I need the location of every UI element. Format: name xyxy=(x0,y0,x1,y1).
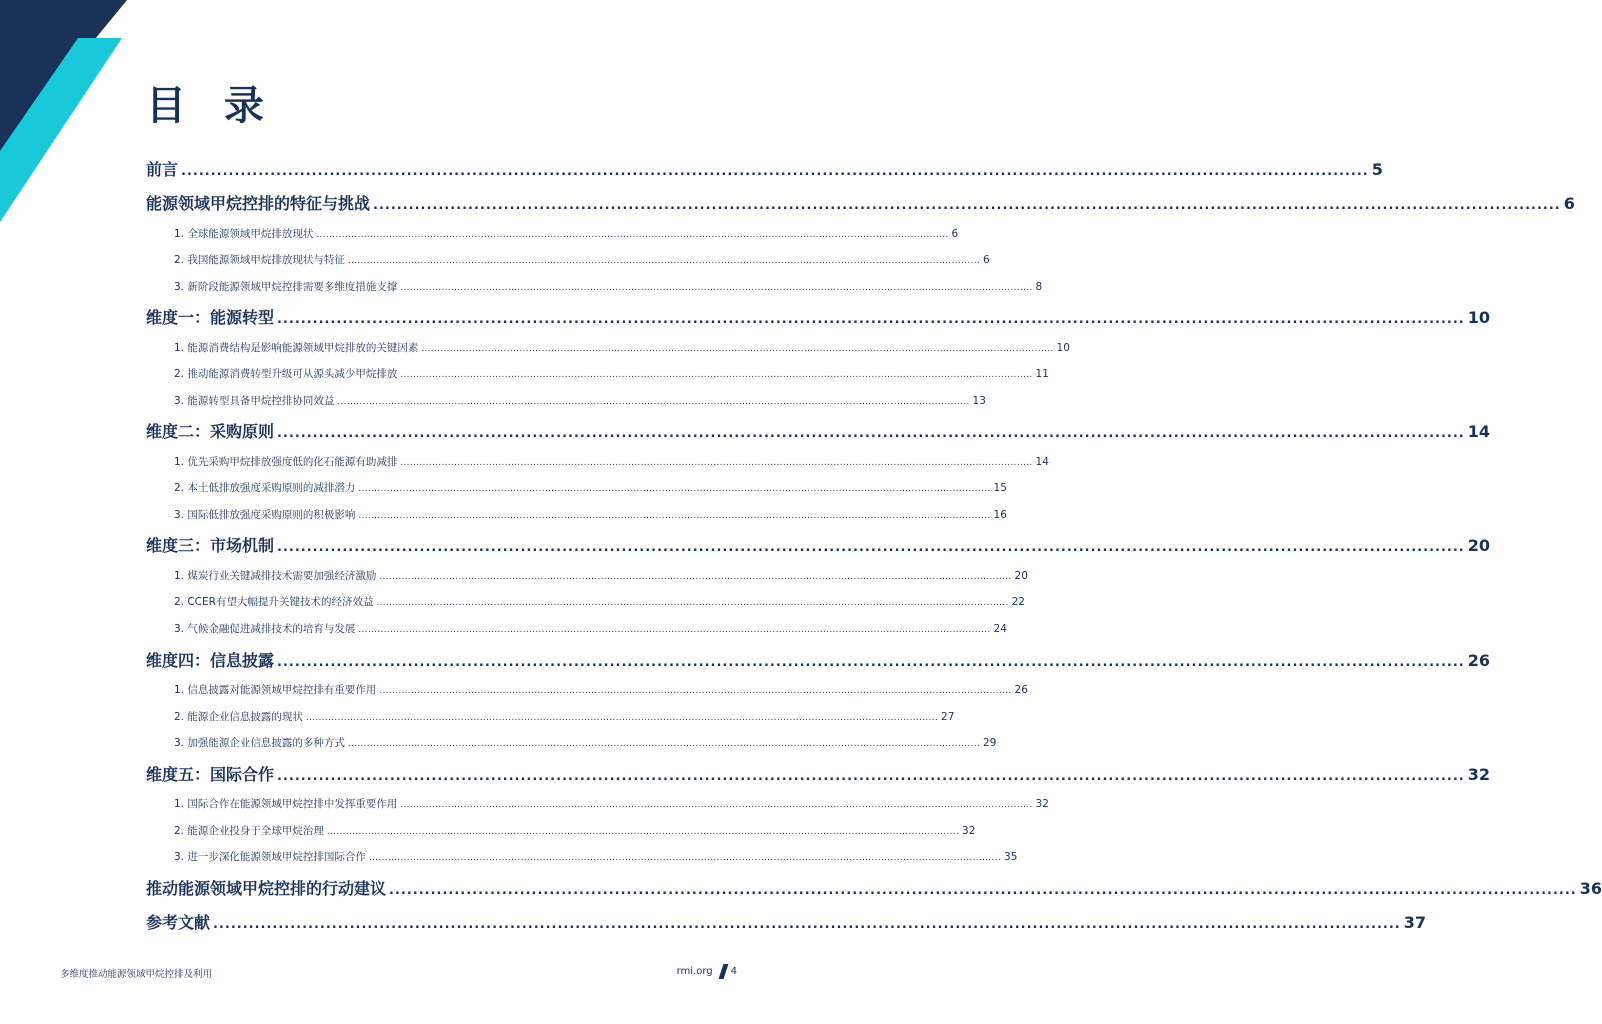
slash-divider xyxy=(718,964,728,979)
dot-leader: ........................................................................................................................................................................................................ xyxy=(277,540,1465,556)
toc-subsection-entry[interactable] xyxy=(146,268,1043,295)
toc-page-number: 29 xyxy=(983,737,997,750)
toc-section-entry[interactable] xyxy=(146,870,1602,900)
toc-entry-label: 3. 能源转型具备甲烷控排协同效益 xyxy=(174,394,335,407)
toc-entry-label: 1. 信息披露对能源领域甲烷控排有重要作用 xyxy=(174,684,377,697)
corner-stripe-decoration xyxy=(0,0,130,240)
dot-leader: ........................................................................................................................................................................................................ xyxy=(400,800,1033,811)
toc-subsection-entry[interactable] xyxy=(146,496,1007,523)
toc-page-number: 15 xyxy=(993,482,1007,495)
toc-page-number: 14 xyxy=(1035,455,1049,468)
toc-entry-label: 1. 优先采购甲烷排放强度低的化石能源有助减排 xyxy=(174,455,398,468)
toc-page-number: 16 xyxy=(993,508,1007,521)
toc-subsection-entry[interactable] xyxy=(146,470,1007,497)
toc-entry-label: 2. CCER有望大幅提升关键技术的经济效益 xyxy=(174,596,374,609)
dot-leader: ........................................................................................................................................................................................................ xyxy=(277,312,1465,328)
toc-page-number: 10 xyxy=(1467,308,1490,328)
footer-page-info xyxy=(677,964,737,979)
dot-leader: ........................................................................................................................................................................................................ xyxy=(379,571,1012,582)
toc-page-number: 13 xyxy=(972,394,986,407)
toc-page-number: 20 xyxy=(1014,569,1028,582)
toc-entry-label: 维度二：采购原则 xyxy=(146,422,275,442)
dot-leader: ........................................................................................................................................................................................................ xyxy=(379,686,1012,697)
table-of-contents xyxy=(146,151,1602,934)
dot-leader: ........................................................................................................................................................................................................ xyxy=(213,917,1401,933)
toc-page-number: 10 xyxy=(1056,341,1070,354)
toc-page-number: 27 xyxy=(941,710,955,723)
toc-page-number: 8 xyxy=(1035,280,1043,293)
dot-leader: ........................................................................................................................................................................................................ xyxy=(277,426,1465,442)
toc-entry-label: 3. 国际低排放强度采购原则的积极影响 xyxy=(174,508,356,521)
toc-entry-label: 3. 新阶段能源领域甲烷控排需要多维度措施支撑 xyxy=(174,280,398,293)
dot-leader: ........................................................................................................................................................................................................ xyxy=(421,343,1054,354)
toc-entry-label: 维度四：信息披露 xyxy=(146,650,275,670)
toc-entry-label: 1. 煤炭行业关键减排技术需要加强经济激励 xyxy=(174,569,377,582)
toc-page-number: 36 xyxy=(1579,878,1602,898)
toc-subsection-entry[interactable] xyxy=(146,812,976,839)
toc-entry-label: 2. 我国能源领域甲烷排放现状与特征 xyxy=(174,254,345,267)
toc-subsection-entry[interactable] xyxy=(146,557,1028,584)
toc-subsection-entry[interactable] xyxy=(146,215,959,242)
toc-entry-label: 维度三：市场机制 xyxy=(146,536,275,556)
dot-leader: ........................................................................................................................................................................................................ xyxy=(316,229,949,240)
dot-leader: ........................................................................................................................................................................................................ xyxy=(347,739,981,750)
dot-leader: ........................................................................................................................................................................................................ xyxy=(358,484,991,495)
toc-subsection-entry[interactable] xyxy=(146,839,1018,866)
toc-subsection-entry[interactable] xyxy=(146,329,1070,356)
toc-entry-label: 2. 能源企业投身于全球甲烷治理 xyxy=(174,824,324,837)
toc-subsection-entry[interactable] xyxy=(146,356,1049,383)
toc-page-number: 14 xyxy=(1467,422,1490,442)
toc-subsection-entry[interactable] xyxy=(146,443,1049,470)
toc-entry-label: 2. 本土低排放强度采购原则的减排潜力 xyxy=(174,482,356,495)
toc-page-number: 24 xyxy=(993,622,1007,635)
toc-page-number: 32 xyxy=(962,824,976,837)
toc-subsection-entry[interactable] xyxy=(146,610,1007,637)
toc-subsection-entry[interactable] xyxy=(146,698,955,725)
dot-leader: ........................................................................................................................................................................................................ xyxy=(277,768,1465,784)
dot-leader: ........................................................................................................................................................................................................ xyxy=(347,256,981,267)
toc-page-number: 11 xyxy=(1035,368,1049,381)
toc-page-number: 20 xyxy=(1467,536,1490,556)
toc-subsection-entry[interactable] xyxy=(146,382,986,409)
footer-report-title: 多维度推动能源领域甲烷控排及利用 xyxy=(60,969,213,980)
toc-page-number: 6 xyxy=(1563,194,1575,214)
dot-leader: ........................................................................................................................................................................................................ xyxy=(368,853,1002,864)
dot-leader: ........................................................................................................................................................................................................ xyxy=(400,282,1033,293)
footer-site[interactable]: rmi.org xyxy=(676,966,713,977)
dot-leader: ........................................................................................................................................................................................................ xyxy=(358,624,991,635)
toc-entry-label: 1. 能源消费结构是影响能源领域甲烷排放的关键因素 xyxy=(174,341,419,354)
toc-entry-label: 1. 国际合作在能源领域甲烷控排中发挥重要作用 xyxy=(174,798,398,811)
toc-page-number: 6 xyxy=(951,227,959,240)
toc-entry-label: 维度五：国际合作 xyxy=(146,764,275,784)
toc-page-number: 35 xyxy=(1004,851,1018,864)
toc-entry-label: 能源领域甲烷控排的特征与挑战 xyxy=(146,194,371,214)
toc-section-entry[interactable] xyxy=(146,528,1490,558)
toc-page-number: 22 xyxy=(1011,596,1025,609)
toc-subsection-entry[interactable] xyxy=(146,242,990,269)
toc-page-number: 6 xyxy=(983,254,990,267)
toc-section-entry[interactable] xyxy=(146,414,1490,444)
toc-section-entry[interactable] xyxy=(146,756,1490,786)
toc-entry-label: 3. 进一步深化能源领域甲烷控排国际合作 xyxy=(174,851,366,864)
toc-section-entry[interactable] xyxy=(146,186,1575,216)
dot-leader: ........................................................................................................................................................................................................ xyxy=(400,457,1033,468)
dot-leader: ........................................................................................................................................................................................................ xyxy=(389,882,1577,898)
toc-subsection-entry[interactable] xyxy=(146,584,1025,611)
toc-section-entry[interactable] xyxy=(146,151,1383,181)
dot-leader: ........................................................................................................................................................................................................ xyxy=(358,510,991,521)
toc-entry-label: 参考文献 xyxy=(146,913,211,933)
toc-page-number: 5 xyxy=(1371,159,1383,179)
toc-subsection-entry[interactable] xyxy=(146,725,997,752)
dot-leader: ........................................................................................................................................................................................................ xyxy=(400,370,1033,381)
toc-entry-label: 维度一：能源转型 xyxy=(146,308,275,328)
dot-leader: ........................................................................................................................................................................................................ xyxy=(337,396,970,407)
toc-section-entry[interactable] xyxy=(146,905,1426,935)
toc-entry-label: 1. 全球能源领域甲烷排放现状 xyxy=(174,227,314,240)
dot-leader: ........................................................................................................................................................................................................ xyxy=(277,654,1465,670)
toc-section-entry[interactable] xyxy=(146,300,1490,330)
toc-page-number: 32 xyxy=(1035,798,1049,811)
dot-leader: ........................................................................................................................................................................................................ xyxy=(305,712,939,723)
toc-subsection-entry[interactable] xyxy=(146,672,1028,699)
toc-entry-label: 2. 能源企业信息披露的现状 xyxy=(174,710,303,723)
dot-leader: ........................................................................................................................................................................................................ xyxy=(181,163,1369,179)
toc-subsection-entry[interactable] xyxy=(146,786,1049,813)
toc-page-number: 26 xyxy=(1467,650,1490,670)
toc-page-number: 32 xyxy=(1467,764,1490,784)
dot-leader: ........................................................................................................................................................................................................ xyxy=(326,826,960,837)
toc-entry-label: 2. 推动能源消费转型升级可从源头减少甲烷排放 xyxy=(174,368,398,381)
footer-page-number: 4 xyxy=(730,966,737,977)
toc-entry-label: 前言 xyxy=(146,159,179,179)
toc-entry-label: 3. 加强能源企业信息披露的多种方式 xyxy=(174,737,345,750)
toc-entry-label: 推动能源领域甲烷控排的行动建议 xyxy=(146,878,387,898)
toc-page-number: 37 xyxy=(1403,913,1426,933)
toc-entry-label: 3. 气候金融促进减排技术的培育与发展 xyxy=(174,622,356,635)
page-title: 目 录 xyxy=(146,83,276,129)
toc-page-number: 26 xyxy=(1014,684,1028,697)
toc-section-entry[interactable] xyxy=(146,642,1490,672)
dot-leader: ........................................................................................................................................................................................................ xyxy=(373,198,1561,214)
dot-leader: ........................................................................................................................................................................................................ xyxy=(376,598,1009,609)
